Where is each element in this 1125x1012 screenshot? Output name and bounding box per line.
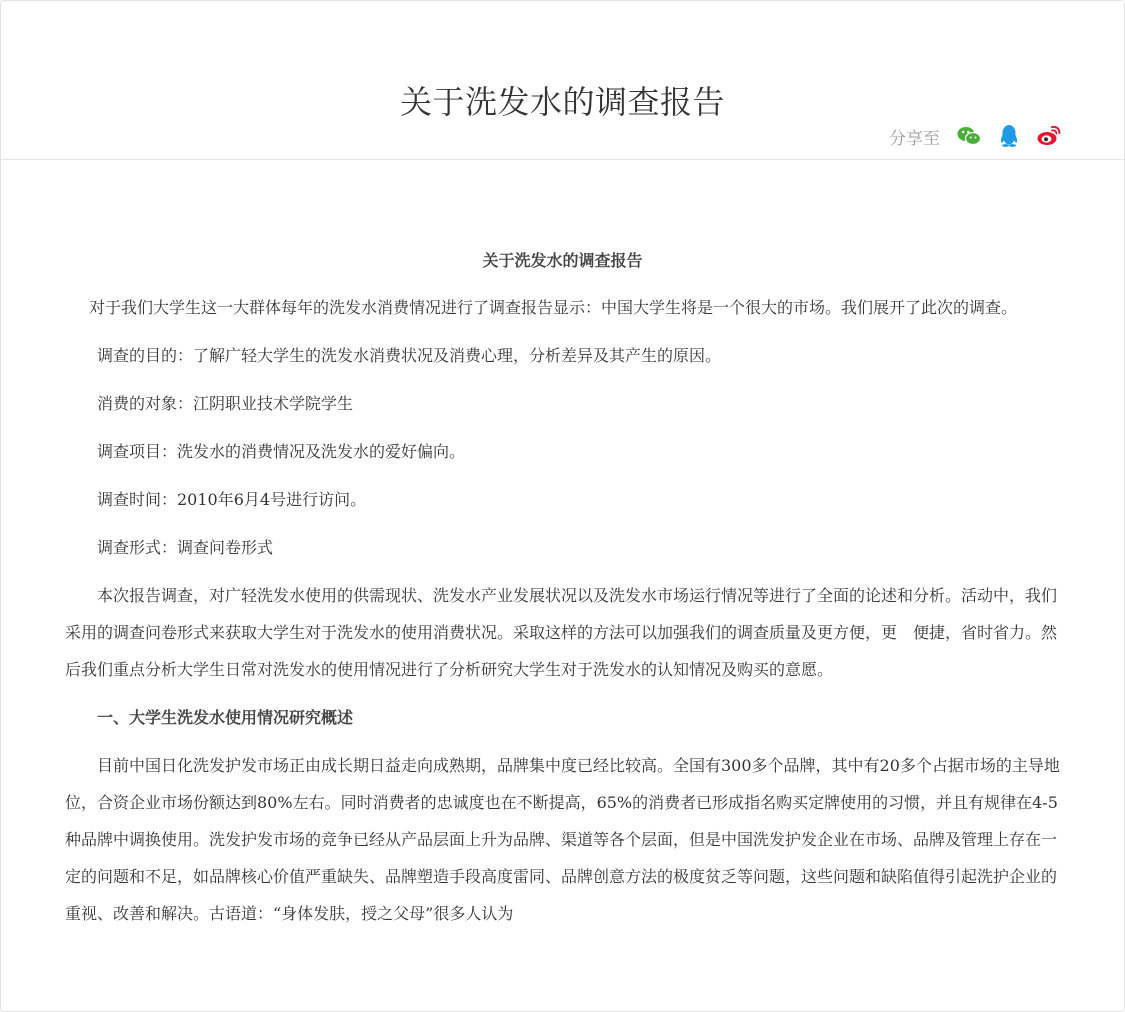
- summary-paragraph: 本次报告调查，对广轻洗发水使用的供需现状、洗发水产业发展状况以及洗发水市场运行情况等进行了全面的论述和分析。活动中，我们采用的调查问卷形式来获取大学生对于洗发水的使用消费状况。采取这样的方法可以加强我们的调查质量及更方便，更 便捷，省时省力。然后我们重点分析大学生日常对洗发水的使用情况进行了分析研究大学生对于洗发水的认知情况及购买的意愿。: [65, 586, 1058, 679]
- section-paragraph: 目前中国日化洗发护发市场正由成长期日益走向成熟期，品牌集中度已经比较高。全国有300多个品牌，其中有20多个占据市场的主导地位，合资企业市场份额达到80%左右。同时消费者的忠诚度也在不断提高，65%的消费者已形成指名购买定牌使用的习惯，并且有规律在4-5种品牌中调换使用。洗发护发市场的竞争已经从产品层面上升为品牌、渠道等各个层面，但是中国洗发护发企业在市场、品牌及管理上存在一定的问题和不足，如品牌核心价值严重缺失、品牌塑造手段高度雷同、品牌创意方法的极度贫乏等问题，这些问题和缺陷值得引起洗护企业的重视、改善和解决。古语道：“身体发肤，授之父母”很多人认为: [65, 756, 1060, 923]
- article-body: [1, 160, 1124, 932]
- form-paragraph: 调查形式：调查问卷形式: [97, 538, 274, 557]
- weibo-icon[interactable]: [1036, 123, 1062, 149]
- intro-paragraph: 对于我们大学生这一大群体每年的洗发水消费情况进行了调查报告显示：中国大学生将是一个很大的市场。我们展开了此次的调查。: [89, 298, 1018, 317]
- share-bar: [889, 123, 1062, 149]
- article-header: [1, 1, 1124, 160]
- target-paragraph: 消费的对象：江阴职业技术学院学生: [97, 394, 354, 413]
- document-heading: 关于洗发水的调查报告: [482, 251, 643, 270]
- share-label: 分享至: [889, 128, 940, 149]
- page-title: 关于洗发水的调查报告: [399, 83, 725, 122]
- time-paragraph: 调查时间：2010年6月4号进行访问。: [97, 490, 367, 509]
- section-heading: 一、大学生洗发水使用情况研究概述: [97, 708, 354, 727]
- purpose-paragraph: 调查的目的：了解广轻大学生的洗发水消费状况及消费心理，分析差异及其产生的原因。: [97, 346, 722, 365]
- wechat-icon[interactable]: [956, 123, 982, 149]
- project-paragraph: 调查项目：洗发水的消费情况及洗发水的爱好偏向。: [97, 442, 466, 461]
- qq-icon[interactable]: [996, 123, 1022, 149]
